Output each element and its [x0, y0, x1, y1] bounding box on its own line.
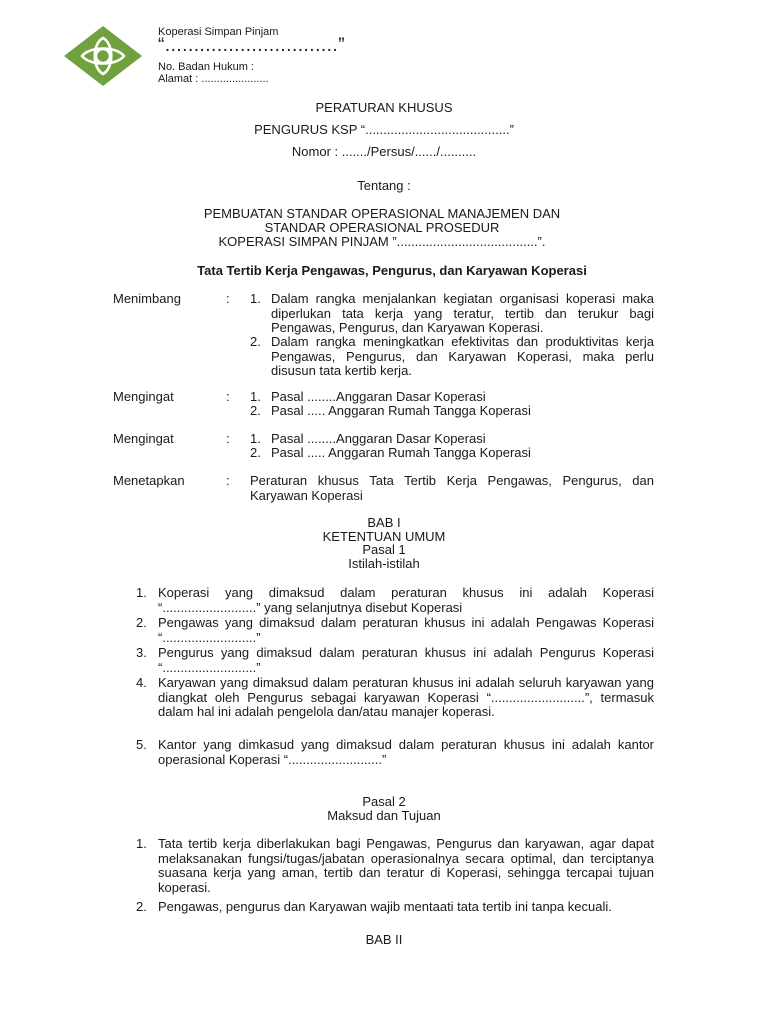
pasal-1-title: Istilah-istilah: [348, 556, 420, 571]
pasal-2-heading: Pasal 2: [362, 794, 406, 809]
mengingat-label: Mengingat: [113, 431, 174, 446]
item-number: 2.: [250, 403, 261, 418]
org-name-placeholder: “..............................”: [158, 35, 346, 56]
item-number: 1.: [136, 836, 147, 851]
menimbang-item: [250, 335, 654, 379]
pasal-1-heading: Pasal 1: [362, 542, 406, 557]
subtitle: Tata Tertib Kerja Pengawas, Pengurus, dan Karyawan Koperasi: [197, 263, 587, 278]
koperasi-logo-icon: [62, 24, 144, 88]
tentang-label: Tentang :: [357, 178, 411, 193]
document-number: Nomor : ......./Persus/....../..........: [291, 144, 477, 159]
item-text: Karyawan yang dimaksud dalam peraturan khusus ini adalah seluruh karyawan yang diangkat oleh Pengurus sebagai karyawan Koperasi “..........................”, termasuk dalam hal ini adalah pengelola dan/atau manajer koperasi.: [158, 675, 654, 719]
mengingat-item: [250, 404, 654, 419]
document-title: PERATURAN KHUSUS: [315, 100, 453, 115]
item-text: Pengawas yang dimaksud dalam peraturan khusus ini adalah Pengawas Koperasi “..........................”: [158, 615, 654, 645]
mengingat-label: Mengingat: [113, 389, 174, 404]
menetapkan-colon: :: [226, 473, 230, 488]
list-item: [136, 676, 654, 736]
item-number: 1.: [250, 389, 261, 404]
item-text: Tata tertib kerja diberlakukan bagi Pengawas, Pengurus dan karyawan, agar dapat melaksanakan fungsi/tugas/jabatan operasionalnya secara optimal, dan terciptanya suasana kerja yang aman, tertib dan teratur di Koperasi, sehingga tercapai tujuan koperasi.: [158, 836, 654, 895]
bab-2-heading: BAB II: [365, 932, 403, 947]
item-text: Dalam rangka meningkatkan efektivitas dan produktivitas kerja Pengawas, Pengurus, dan Karyawan Koperasi, maka perlu disusun tata kertib kerja.: [271, 334, 654, 378]
item-number: 2.: [250, 334, 261, 349]
org-type-label: Koperasi Simpan Pinjam: [158, 26, 279, 38]
item-number: 3.: [136, 645, 147, 660]
alamat-label: Alamat : ......................: [158, 73, 269, 85]
list-item: [136, 586, 654, 616]
menimbang-colon: :: [226, 291, 230, 306]
item-text: Pasal ..... Anggaran Rumah Tangga Koperasi: [271, 445, 531, 460]
item-text: Koperasi yang dimaksud dalam peraturan khusus ini adalah Koperasi “..........................” yang selanjutnya disebut Koperasi: [158, 585, 654, 615]
list-item: [136, 900, 654, 930]
list-item: [136, 646, 654, 676]
bab-1-title: KETENTUAN UMUM: [322, 529, 446, 544]
bab-1-heading: BAB I: [367, 515, 401, 530]
item-number: 1.: [250, 431, 261, 446]
menimbang-item: [250, 292, 654, 336]
list-item: [136, 837, 654, 897]
item-number: 4.: [136, 675, 147, 690]
item-text: Pasal ..... Anggaran Rumah Tangga Koperasi: [271, 403, 531, 418]
item-text: Pasal ........Anggaran Dasar Koperasi: [271, 431, 486, 446]
mengingat-colon: :: [226, 389, 230, 404]
menimbang-label: Menimbang: [113, 291, 181, 306]
menetapkan-label: Menetapkan: [113, 473, 185, 488]
item-number: 2.: [136, 615, 147, 630]
list-item: [136, 738, 654, 768]
pasal-2-title: Maksud dan Tujuan: [327, 808, 441, 823]
subject-line-2: STANDAR OPERASIONAL PROSEDUR: [264, 220, 500, 235]
item-text: Pengawas, pengurus dan Karyawan wajib mentaati tata tertib ini tanpa kecuali.: [158, 899, 612, 914]
item-number: 1.: [250, 291, 261, 306]
mengingat-colon: :: [226, 431, 230, 446]
item-text: Dalam rangka menjalankan kegiatan organisasi koperasi maka diperlukan tata kerja yang teratur, tertib dan terukur bagi Pengawas, Pengurus, dan Karyawan Koperasi.: [271, 291, 654, 335]
mengingat-item: [250, 446, 654, 461]
document-issuer: PENGURUS KSP “........................................”: [254, 122, 514, 137]
subject-line-3: KOPERASI SIMPAN PINJAM ”.......................................”.: [218, 234, 546, 249]
item-number: 5.: [136, 737, 147, 752]
item-text: Pengurus yang dimaksud dalam peraturan khusus ini adalah Pengurus Koperasi “..........................”: [158, 645, 654, 675]
item-number: 2.: [136, 899, 147, 914]
item-text: Pasal ........Anggaran Dasar Koperasi: [271, 389, 486, 404]
item-text: Kantor yang dimkasud yang dimaksud dalam peraturan khusus ini adalah kantor operasional Koperasi “..........................”: [158, 737, 654, 767]
item-number: 2.: [250, 445, 261, 460]
subject-line-1: PEMBUATAN STANDAR OPERASIONAL MANAJEMEN DAN: [203, 206, 561, 221]
item-number: 1.: [136, 585, 147, 600]
badan-hukum-label: No. Badan Hukum :: [158, 61, 254, 73]
list-item: [136, 616, 654, 646]
menetapkan-text: Peraturan khusus Tata Tertib Kerja Pengawas, Pengurus, dan Karyawan Koperasi: [250, 473, 654, 503]
